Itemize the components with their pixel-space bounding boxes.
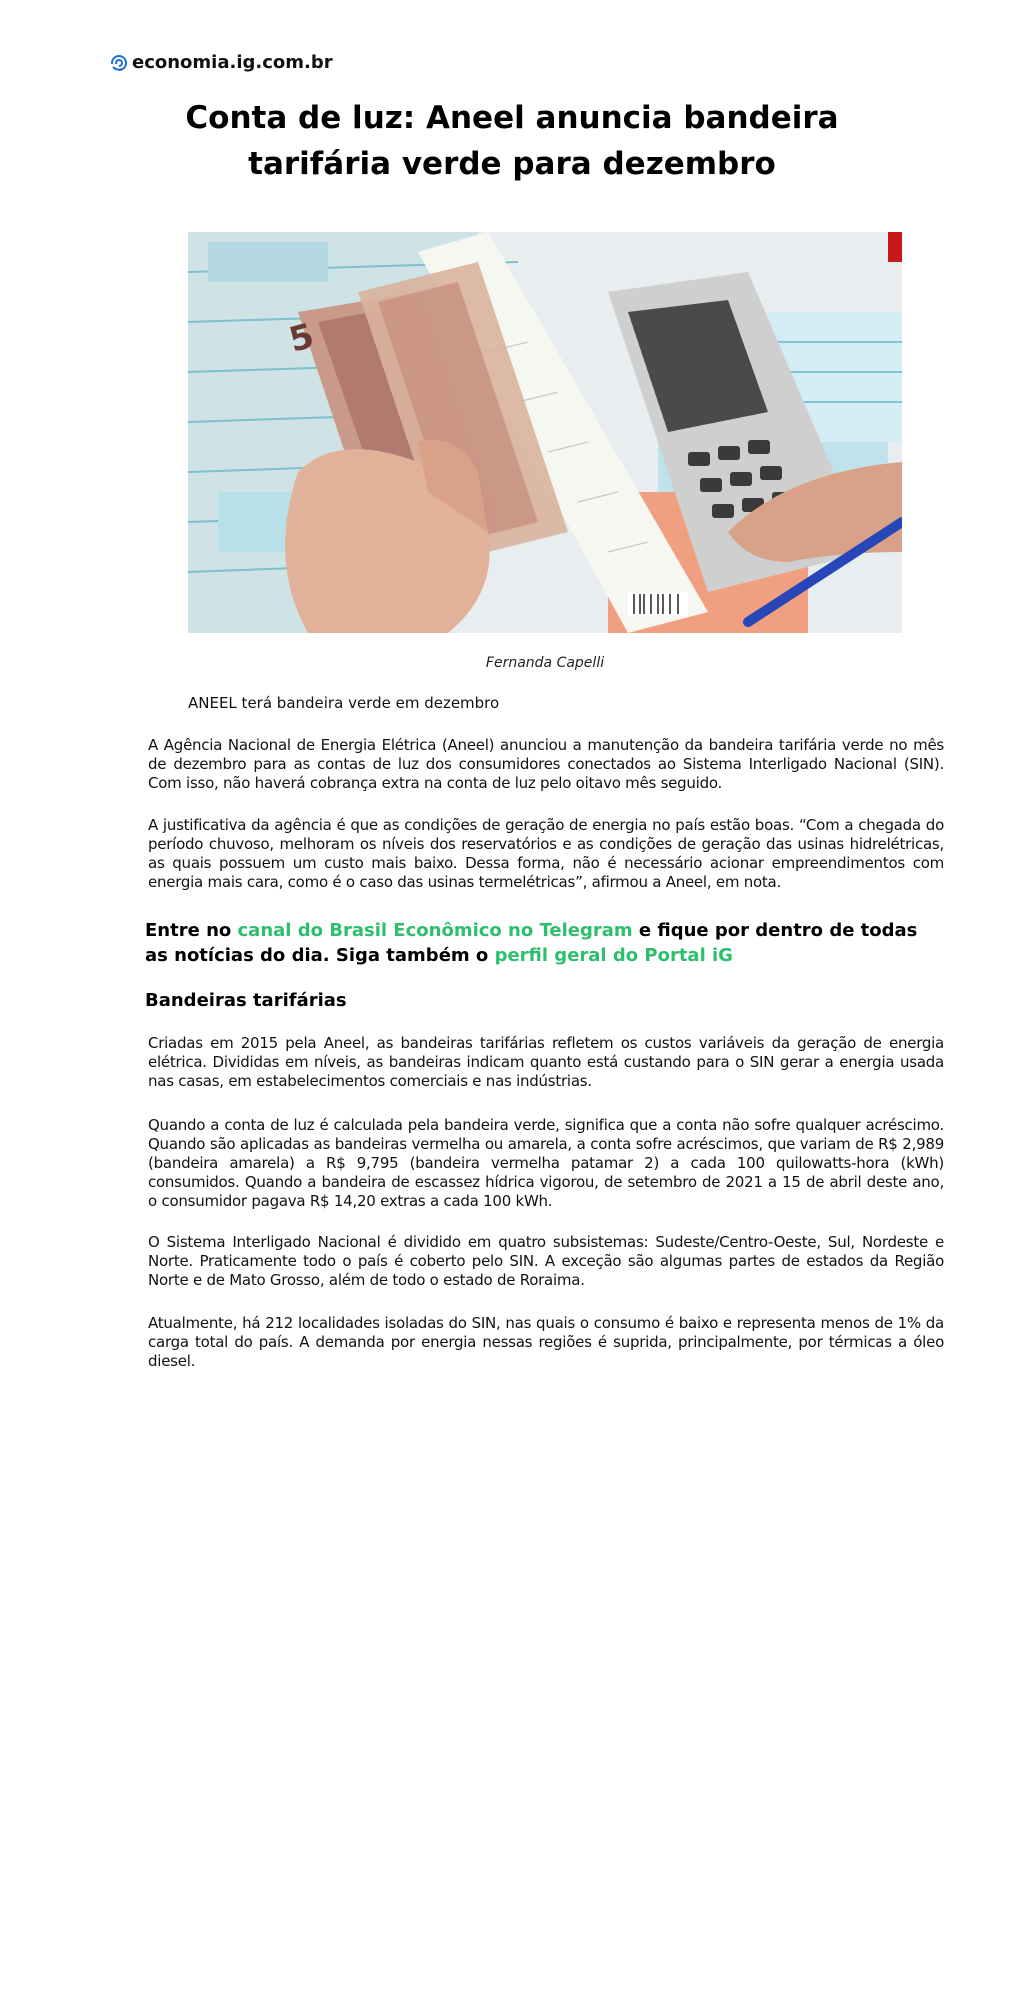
article-photo bbox=[188, 232, 902, 633]
cta-telegram bbox=[145, 918, 945, 968]
section-paragraph-1: Criadas em 2015 pela Aneel, as bandeiras tarifárias refletem os custos variáveis da geração de energia elétrica. Divididas em níveis, as bandeiras indicam quanto está custando para o SIN gerar a energia usada nas casas, em estabelecimentos comerciais e nas indústrias. bbox=[148, 1034, 944, 1090]
ig-logo-icon bbox=[111, 55, 127, 71]
article-headline: Conta de luz: Aneel anuncia bandeira tarifária verde para dezembro bbox=[185, 100, 839, 182]
section-paragraph-4: Atualmente, há 212 localidades isoladas do SIN, nas quais o consumo é baixo e representa menos de 1% da carga total do país. A demanda por energia nessas regiões é suprida, principalmente, por térmicas a óleo diesel. bbox=[148, 1314, 944, 1370]
telegram-channel-link[interactable]: canal do Brasil Econômico no Telegram bbox=[237, 920, 633, 941]
portal-ig-profile-link[interactable]: perfil geral do Portal iG bbox=[494, 945, 733, 966]
section-paragraph-3: O Sistema Interligado Nacional é dividido em quatro subsistemas: Sudeste/Centro-Oeste, Sul, Nordeste e Norte. Praticamente todo o país é coberto pelo SIN. A exceção são algumas partes de estados da Região Norte e de Mato Grosso, além de todo o estado de Roraima. bbox=[148, 1233, 944, 1289]
section-title: Bandeiras tarifárias bbox=[145, 990, 347, 1011]
paragraph-2: A justificativa da agência é que as condições de geração de energia no país estão boas. “Com a chegada do período chuvoso, melhoram os níveis dos reservatórios e as condições de geração das usinas hidrelétricas, as quais possuem um custo mais baixo. Dessa forma, não é necessário acionar empreendimentos com energia mais cara, como é o caso das usinas termelétricas”, afirmou a Aneel, em nota. bbox=[148, 816, 944, 891]
site-header[interactable] bbox=[111, 52, 333, 73]
cta-prefix: Entre no bbox=[145, 920, 238, 941]
site-domain: economia.ig.com.br bbox=[132, 52, 333, 73]
article-subtitle: ANEEL terá bandeira verde em dezembro bbox=[188, 694, 500, 712]
photo-credit: Fernanda Capelli bbox=[485, 655, 605, 671]
svg-text:5: 5 bbox=[284, 315, 319, 361]
paragraph-1: A Agência Nacional de Energia Elétrica (Aneel) anunciou a manutenção da bandeira tarifária verde no mês de dezembro para as contas de luz dos consumidores conectados ao Sistema Interligado Nacional (SIN). Com isso, não haverá cobrança extra na conta de luz pelo oitavo mês seguido. bbox=[148, 736, 944, 792]
section-paragraph-2: Quando a conta de luz é calculada pela bandeira verde, significa que a conta não sofre qualquer acréscimo. Quando são aplicadas as bandeiras vermelha ou amarela, a conta sofre acréscimos, que variam de R$ 2,989 (bandeira amarela) a R$ 9,795 (bandeira vermelha patamar 2) a cada 100 quilowatts-hora (kWh) consumidos. Quando a bandeira de escassez hídrica vigorou, de setembro de 2021 a 15 de abril deste ano, o consumidor pagava R$ 14,20 extras a cada 100 kWh. bbox=[148, 1116, 944, 1210]
cta-middle: e fique por dentro de todas as notícias do dia. Siga também o bbox=[145, 920, 918, 966]
